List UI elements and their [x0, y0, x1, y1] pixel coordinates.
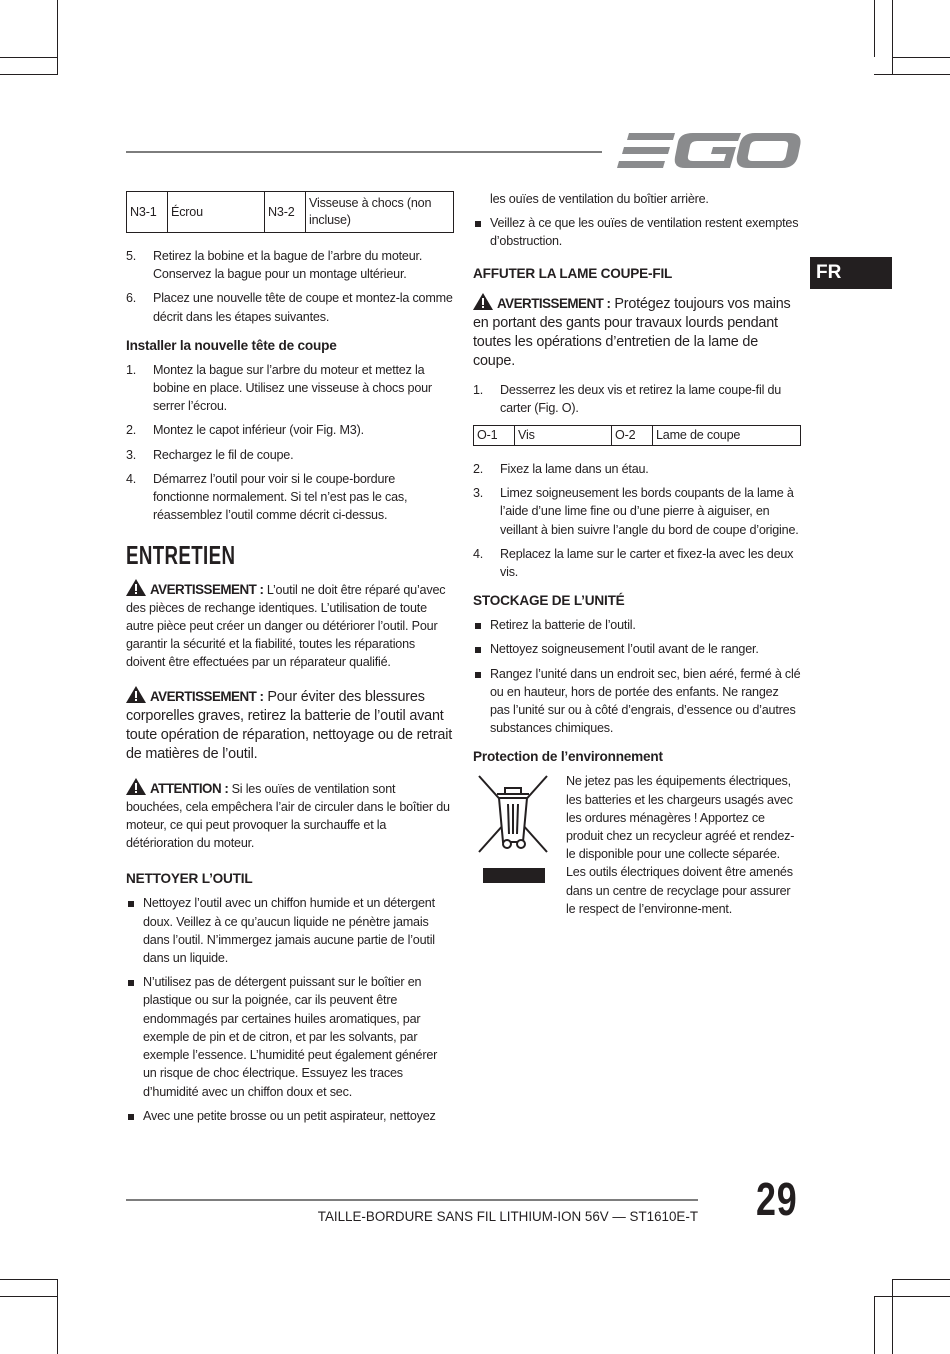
table-cell: Lame de coupe — [653, 426, 801, 446]
step-text: Montez le capot inférieur (voir Fig. M3). — [153, 423, 364, 438]
list-item — [473, 484, 801, 539]
left-column — [126, 191, 454, 1131]
step-number: 2. — [126, 423, 137, 438]
warning-text: Pour éviter des blessures corporelles graves, retirez la batterie de l’outil avant toute opération de réparation, nettoyage ou de retrait de matières de l’outil. — [126, 688, 453, 762]
step-number: 2. — [473, 462, 484, 477]
crop-mark — [0, 1296, 57, 1297]
step-text: Fixez la lame dans un étau. — [500, 462, 649, 477]
bullet-text: Nettoyez l’outil avec un chiffon humide et un détergent doux. Veillez à ce qu’aucun liquide ne pénètre jamais dans l’outil. N’immergez jamais aucune partie de l’outil dans un liquide. — [143, 896, 435, 966]
crop-mark — [874, 0, 875, 57]
step-number: 3. — [473, 486, 484, 501]
crop-mark — [892, 1279, 893, 1354]
table-cell: Visseuse à chocs (non incluse) — [306, 192, 454, 233]
crop-mark — [0, 57, 57, 58]
step-number: 1. — [126, 362, 137, 377]
list-item — [126, 247, 454, 283]
list-item — [126, 289, 454, 325]
ego-logo — [617, 130, 801, 172]
header-rule — [126, 151, 602, 153]
parts-table-o — [473, 425, 801, 446]
bullet-text: N’utilisez pas de détergent puissant sur le boîtier en plastique ou sur la poignée, car ils peuvent être endommagés par certaines huiles aromatiques, par exemple de pin et de citron, et par les solvants, par exemple l’essence. L’humidité peut également générer un risque de choc électrique. Essuyez les traces d’humidité avec un chiffon doux et sec. — [143, 975, 438, 1099]
environment-heading: Protection de l’environnement — [473, 749, 663, 765]
right-column — [473, 190, 801, 918]
list-item — [126, 894, 454, 967]
list-item — [126, 421, 454, 439]
table-cell: Vis — [515, 426, 612, 446]
caution-label: ATTENTION : — [150, 780, 229, 796]
bullet-icon — [128, 980, 134, 986]
bullet-text: Nettoyez soigneusement l’outil avant de le ranger. — [490, 642, 759, 657]
bullet-text: Avec une petite brosse ou un petit aspirateur, nettoyez — [143, 1108, 436, 1123]
page-number: 29 — [756, 1173, 798, 1225]
step-text: Placez une nouvelle tête de coupe et montez-la comme décrit dans les étapes suivantes. — [153, 291, 453, 324]
storage-heading: STOCKAGE DE L’UNITÉ — [473, 593, 625, 609]
warning-label: AVERTISSEMENT : — [150, 688, 264, 704]
table-cell: N3-1 — [127, 192, 168, 233]
warning-icon — [126, 686, 146, 703]
step-text: Montez la bague sur l’arbre du moteur et mettez la bobine en place. Utilisez une visseuse à chocs pour serrer l’écrou. — [153, 362, 432, 414]
clean-heading: NETTOYER L’OUTIL — [126, 871, 253, 887]
sharpen-heading: AFFUTER LA LAME COUPE-FIL — [473, 265, 673, 281]
list-item — [126, 361, 454, 416]
warning-icon — [473, 293, 493, 310]
crop-mark — [57, 0, 58, 75]
bullet-icon — [475, 221, 481, 227]
list-item — [473, 214, 801, 250]
warning-block — [126, 579, 454, 672]
warning-icon — [126, 579, 146, 596]
warning-text: Protégez toujours vos mains en portant des gants pour travaux lourds pendant toutes les opérations d’entretien de la lame de coupe. — [473, 295, 791, 369]
bullet-text: Rangez l’unité dans un endroit sec, bien aéré, fermé à clé ou en hauteur, hors de portée des enfants. Ne rangez pas l’unité sur ou à côté d’engrais, d’essence ou d’autres substances chimiques. — [490, 666, 801, 736]
step-text: Démarrez l’outil pour voir si le coupe-bordure fonctionne normalement. Si tel n’est pas le cas, réassemblez l’outil comme décrit ci-dessus. — [153, 471, 408, 523]
warning-block — [473, 293, 801, 371]
step-number: 4. — [473, 546, 484, 561]
section-title: ENTRETIEN — [126, 540, 236, 571]
list-item — [473, 616, 801, 634]
list-item — [126, 470, 454, 525]
caution-block — [126, 778, 454, 853]
step-number: 1. — [473, 382, 484, 397]
environment-text: Ne jetez pas les équipements électriques, les batteries et les chargeurs usagés avec les ordures ménagères ! Apportez ce produit chez un recycleur agréé et rendez-le disponible pour une collecte séparée. Les outils électriques doivent être amenés dans un centre de recyclage pour assurer le respect de l’environne-ment. — [566, 774, 795, 916]
crop-mark — [0, 1279, 57, 1280]
step-text: Replacez la lame sur le carter et fixez-la avec les deux vis. — [500, 546, 794, 580]
list-item — [126, 446, 454, 464]
crop-mark — [57, 1279, 58, 1354]
step-number: 6. — [126, 291, 137, 306]
list-item — [473, 665, 801, 738]
bullet-icon — [128, 1114, 134, 1120]
table-cell: Écrou — [168, 192, 265, 233]
continued-text: les ouïes de ventilation du boîtier arrière. — [490, 192, 709, 206]
caution-text: Si les ouïes de ventilation sont bouchées, cela empêchera l’air de circuler dans le boîtier du moteur, ce qui peut provoquer la surchauffe et la détérioration du moteur. — [126, 781, 450, 851]
warning-label: AVERTISSEMENT : — [150, 581, 264, 597]
warning-text: L’outil ne doit être réparé qu’avec des pièces de rechange identiques. L’utilisation de toute autre pièce peut créer un danger ou détériorer l’outil. Pour garantir la sécurité et la fiabilité, toutes les réparations doivent être effectuées par un réparateur qualifié. — [126, 582, 446, 670]
step-number: 3. — [126, 447, 137, 462]
warning-block — [126, 686, 454, 764]
environment-block — [473, 772, 801, 918]
crop-mark — [892, 0, 893, 75]
language-tab: FR — [810, 257, 892, 289]
table-cell: O-1 — [474, 426, 515, 446]
bullet-icon — [128, 901, 134, 907]
table-cell: O-2 — [612, 426, 653, 446]
warning-icon — [126, 778, 146, 795]
step-number: 4. — [126, 471, 137, 486]
install-heading: Installer la nouvelle tête de coupe — [126, 337, 337, 353]
crop-mark — [874, 1296, 950, 1297]
parts-table-n3 — [126, 191, 454, 233]
bullet-icon — [475, 647, 481, 653]
table-cell: N3-2 — [265, 192, 306, 233]
list-item — [473, 640, 801, 658]
list-item — [126, 973, 454, 1100]
bullet-text: Veillez à ce que les ouïes de ventilation restent exemptes d’obstruction. — [490, 216, 799, 249]
list-item — [473, 381, 801, 417]
crop-mark — [874, 74, 950, 75]
step-number: 5. — [126, 249, 137, 263]
step-text: Rechargez le fil de coupe. — [153, 447, 294, 462]
weee-bin-icon — [475, 772, 551, 884]
list-item — [126, 1107, 454, 1125]
crop-mark — [892, 57, 950, 58]
step-text: Retirez la bobine et la bague de l’arbre du moteur. Conservez la bague pour un montage ultérieur. — [153, 249, 423, 282]
bullet-text: Retirez la batterie de l’outil. — [490, 618, 636, 633]
list-item — [473, 460, 801, 478]
warning-label: AVERTISSEMENT : — [497, 295, 611, 311]
bullet-icon — [475, 623, 481, 629]
step-text: Limez soigneusement les bords coupants de la lame à l’aide d’une lime fine ou d’une pierre à aiguiser, en veillant à bien suivre l’angle du bord de coupe d’origine. — [500, 486, 799, 537]
footer-title: TAILLE-BORDURE SANS FIL LITHIUM-ION 56V — ST1610E-T — [317, 1209, 698, 1224]
crop-mark — [874, 1296, 875, 1354]
bullet-icon — [475, 672, 481, 678]
crop-mark — [892, 1279, 950, 1280]
step-text: Desserrez les deux vis et retirez la lame coupe-fil du carter (Fig. O). — [500, 382, 782, 415]
footer-rule — [126, 1199, 698, 1201]
crop-mark — [0, 74, 57, 75]
list-item — [473, 545, 801, 581]
